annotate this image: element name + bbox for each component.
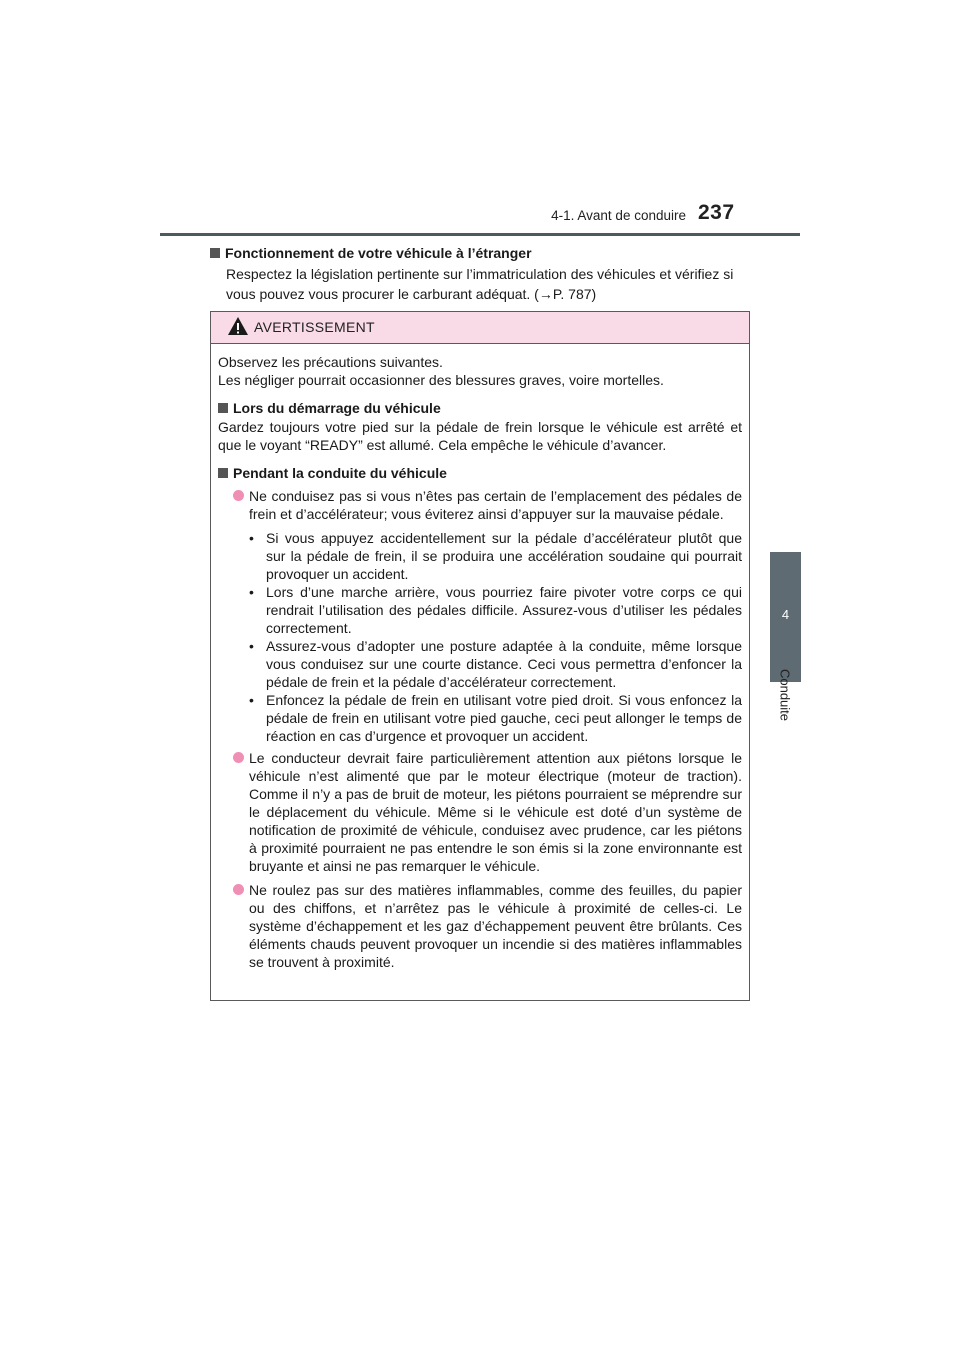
sub-bullet: • Lors d’une marche arrière, vous pourriez faire pivoter votre corps ce qui rendrait l’utilisation des pédales difficile. Assurez-vous d’utiliser les pédales correctement. (249, 583, 742, 637)
subsection-heading (218, 464, 742, 483)
sub-bullet-list (249, 529, 742, 745)
intro-section (210, 244, 752, 304)
sub-bullet: • Assurez-vous d’adopter une posture adaptée à la conduite, même lorsque vous conduisez sur une courte distance. Ceci vous permettra d’enfoncer la pédale de frein et la pédale d’accélérateur correctement. (249, 637, 742, 691)
list-item (218, 487, 742, 523)
warning-box (210, 311, 750, 1001)
subsection-text: Gardez toujours votre pied sur la pédale de frein lorsque le véhicule est arrêté et que le voyant “READY” est allumé. Cela empêche le véhicule d’avancer. (218, 419, 742, 453)
intro-text: Respectez la législation pertinente sur l’immatriculation des véhicules et vérifiez si vous pouvez vous procurer le carburant adéquat. (→P. 787) (226, 266, 734, 302)
warning-header (211, 312, 749, 344)
square-bullet-icon (218, 403, 228, 413)
warning-title: AVERTISSEMENT (254, 319, 375, 335)
warning-triangle-icon (227, 316, 249, 336)
intro-heading (210, 244, 752, 263)
warning-body (211, 344, 749, 971)
bullet-dot-icon (233, 752, 244, 763)
chapter-label-box (760, 645, 810, 745)
list-item (218, 749, 742, 875)
list-item (218, 881, 742, 971)
chapter-label: Conduite (777, 668, 793, 722)
subsection-heading (218, 399, 742, 418)
square-bullet-icon (210, 248, 220, 258)
list-item-text: Ne roulez pas sur des matières inflammables, comme des feuilles, du papier ou des chiffons, et n’arrêtez pas le véhicule à proximité de celles-ci. Le système d’échappement et les gaz d’échappement peuvent être brûlants. Ces éléments chauds peuvent provoquer un incendie si des matières inflammables se trouvent à proximité. (249, 882, 742, 970)
list-item-text: Le conducteur devrait faire particulièrement attention aux piétons lorsque le véhicule n’est alimenté que par le moteur électrique (moteur de traction). Comme il n’y a pas de bruit de moteur, les piétons pourraient se méprendre sur le déplacement du véhicule. Même si le véhicule est doté d’un système de notification de proximité de véhicule, conduisez avec prudence, car les piétons à proximité pourraient ne pas entendre le son émis si la zone environnante est bruyante et ainsi ne pas remarquer le véhicule. (249, 750, 742, 874)
sub-bullet: • Si vous appuyez accidentellement sur la pédale d’accélérateur plutôt que sur la pédale de frein, il se produira une accélération soudaine qui pourrait provoquer un accident. (249, 529, 742, 583)
subsection-driving (218, 464, 742, 971)
page-number: 237 (698, 201, 735, 224)
bullet-dot-icon (233, 490, 244, 501)
subsection-heading-text: Lors du démarrage du véhicule (233, 400, 441, 416)
chapter-number: 4 (781, 607, 790, 622)
section-title: 4-1. Avant de conduire (551, 208, 686, 223)
warning-line-1: Observez les précautions suivantes. (218, 354, 443, 370)
sub-bullet: • Enfoncez la pédale de frein en utilisant votre pied droit. Si vous enfoncez la pédale de frein en utilisant votre pied gauche, ceci peut allonger le temps de réaction en cas d’urgence et provoquer un accident. (249, 691, 742, 745)
subsection-heading-text: Pendant la conduite du véhicule (233, 465, 447, 481)
intro-heading-text: Fonctionnement de votre véhicule à l’étranger (225, 245, 532, 261)
subsection-start (218, 399, 742, 454)
bullet-dot-icon (233, 884, 244, 895)
list-item-text: Ne conduisez pas si vous n’êtes pas certain de l’emplacement des pédales de frein et d’accélérateur; vous éviterez ainsi d’appuyer sur la mauvaise pédale. (249, 488, 742, 522)
warning-line-2: Les négliger pourrait occasionner des blessures graves, voire mortelles. (218, 372, 664, 388)
header-rule (160, 233, 800, 236)
square-bullet-icon (218, 468, 228, 478)
page-header (0, 0, 960, 240)
